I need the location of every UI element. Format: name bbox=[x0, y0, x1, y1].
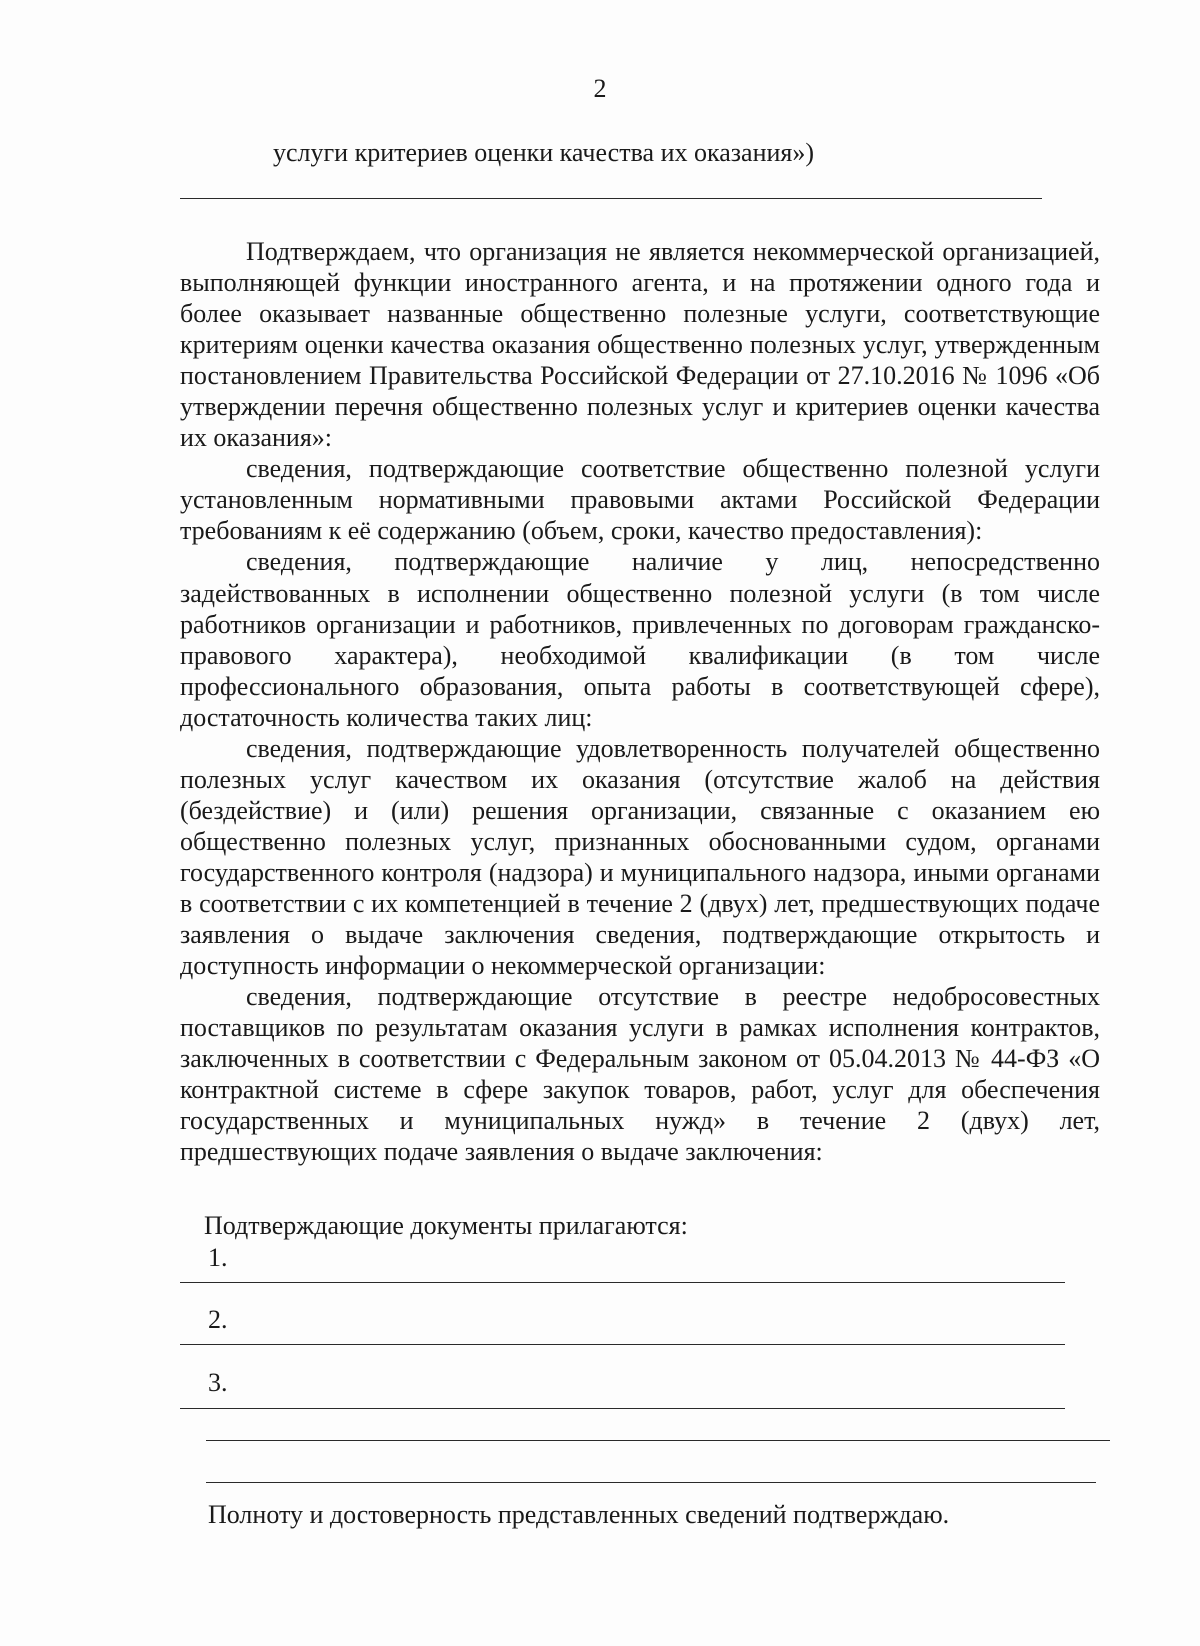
blank-line bbox=[206, 1440, 1110, 1441]
attachment-item-number: 1. bbox=[208, 1243, 228, 1272]
info-item-recipient-satisfaction: сведения, подтверждающие удовлетворенность получателей общественно полезных услуг качеством их оказания (отсутствие жалоб на действия (бездействие) и (или) решения организации, связанные с оказанием ею общественно полезных услуг, признанных обоснованными судом, органами государственного контроля (надзора) и муниципального надзора, иными органами в соответствии с их компетенцией в течение 2 (двух) лет, предшествующих подаче заявления о выдаче заключения сведения, подтверждающие открытость и доступность информации о некоммерческой организации: bbox=[180, 733, 1100, 981]
blank-line bbox=[206, 1482, 1096, 1483]
attachment-item-number: 3. bbox=[208, 1368, 228, 1397]
confirmation-paragraph: Подтверждаем, что организация не является некоммерческой организацией, выполняющей функции иностранного агента, и на протяжении одного года и более оказывает названные общественно полезные услуги, соответствующие критериям оценки качества оказания общественно полезных услуг, утвержденным постановлением Правительства Российской Федерации от 27.10.2016 № 1096 «Об утверждении перечня общественно полезных услуг и критериев оценки качества их оказания»: bbox=[180, 237, 1100, 453]
info-item-staff-qualification: сведения, подтверждающие наличие у лиц, непосредственно задействованных в исполнении общественно полезной услуги (в том числе работников организации и работников, привлеченных по договорам гражданско-правового характера), необходимой квалификации (в том числе профессионального образования, опыта работы в соответствующей сфере), достаточность количества таких лиц: bbox=[180, 547, 1100, 732]
attachments-heading: Подтверждающие документы прилагаются: bbox=[204, 1211, 688, 1240]
closing-statement: Полноту и достоверность представленных сведений подтверждаю. bbox=[208, 1500, 950, 1529]
document-body bbox=[180, 236, 1100, 1167]
header-underline bbox=[180, 198, 1042, 199]
page-number: 2 bbox=[593, 74, 607, 103]
attachment-line bbox=[180, 1282, 1065, 1283]
info-item-supplier-registry: сведения, подтверждающие отсутствие в реестре недобросовестных поставщиков по результатам оказания услуги в рамках исполнения контрактов, заключенных в соответствии с Федеральным законом от 05.04.2013 № 44-ФЗ «О контрактной системе в сфере закупок товаров, работ, услуг для обеспечения государственных и муниципальных нужд» в течение 2 (двух) лет, предшествующих подаче заявления о выдаче заключения: bbox=[180, 982, 1100, 1167]
attachment-item-number: 2. bbox=[208, 1305, 228, 1334]
info-item-service-compliance: сведения, подтверждающие соответствие общественно полезной услуги установленным нормативными правовыми актами Российской Федерации требованиям к её содержанию (объем, сроки, качество предоставления): bbox=[180, 454, 1100, 546]
attachment-line bbox=[180, 1344, 1065, 1345]
header-continuation-line: услуги критериев оценки качества их оказания») bbox=[273, 138, 815, 167]
attachment-line bbox=[180, 1408, 1065, 1409]
